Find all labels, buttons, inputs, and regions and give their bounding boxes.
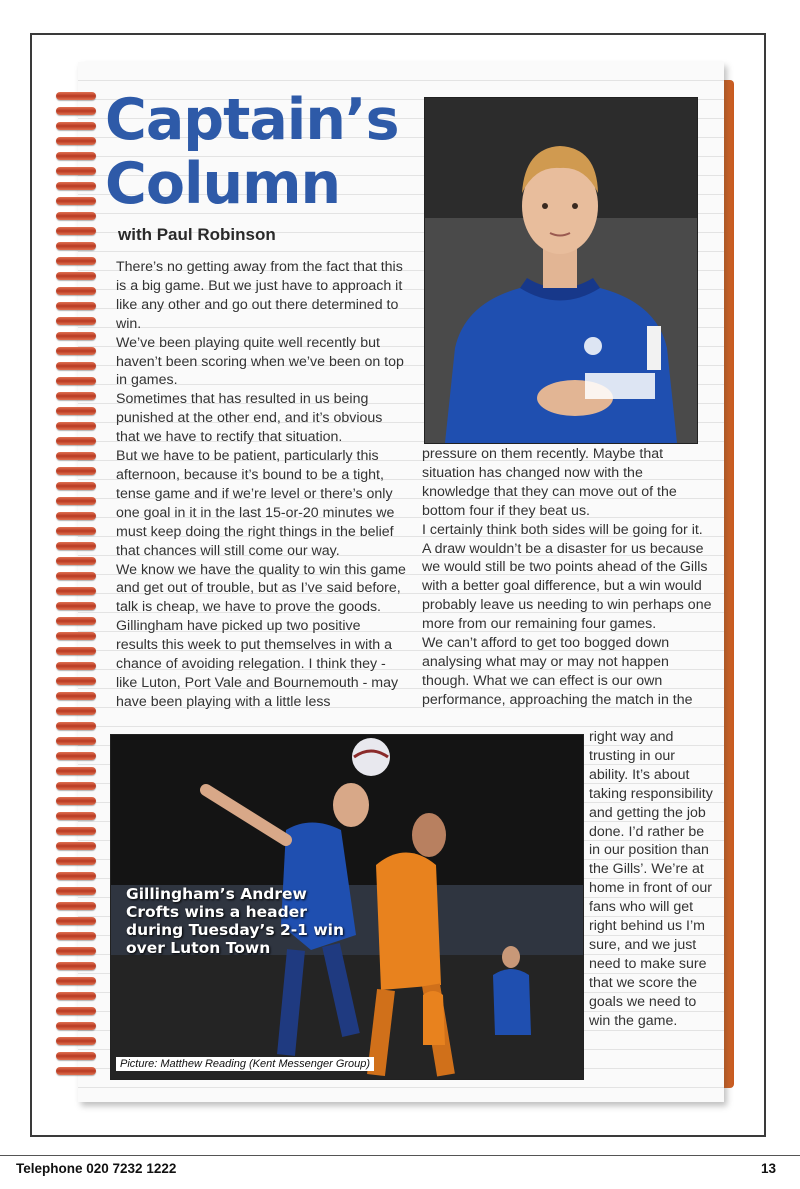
spiral-ring <box>56 812 96 820</box>
spiral-ring <box>56 932 96 940</box>
spiral-ring <box>56 1022 96 1030</box>
article-column-1 <box>116 258 406 712</box>
spiral-ring <box>56 992 96 1000</box>
spiral-ring <box>56 152 96 160</box>
spiral-ring <box>56 137 96 145</box>
spiral-ring <box>56 557 96 565</box>
paragraph: pressure on them recently. Maybe that situation has changed now with the knowledge that they can move out of the bottom four if they beat us. <box>422 446 677 519</box>
spiral-ring <box>56 512 96 520</box>
player-portrait-illustration <box>425 98 697 443</box>
spiral-ring <box>56 947 96 955</box>
spiral-ring <box>56 692 96 700</box>
spiral-ring <box>56 452 96 460</box>
spiral-ring <box>56 377 96 385</box>
spiral-ring <box>56 962 96 970</box>
spiral-ring <box>56 122 96 130</box>
spiral-ring <box>56 197 96 205</box>
spiral-ring <box>56 602 96 610</box>
article-column-3 <box>589 728 715 1031</box>
spiral-ring <box>56 407 96 415</box>
spiral-ring <box>56 887 96 895</box>
paragraph: We’ve been playing quite well recently but haven’t been scoring when we’ve been on top in games. <box>116 334 404 389</box>
spiral-ring <box>56 482 96 490</box>
photo-credit: Picture: Matthew Reading (Kent Messenger Group) <box>116 1057 374 1071</box>
byline: with Paul Robinson <box>118 225 276 244</box>
paragraph: right way and trusting in our ability. It’s about taking responsibility and getting the job done. I’d rather be in our position than the Gills’. We’re at home in front of our fans who will get right behind us I’m sure, and we just need to make sure that we score the goals we need to win the game. <box>589 729 713 1029</box>
spiral-ring <box>56 437 96 445</box>
paragraph: We can’t afford to get too bogged down analysing what may or may not happen though. What we can effect is our own performance, approaching the match in the <box>422 635 693 708</box>
spiral-ring <box>56 917 96 925</box>
spiral-ring <box>56 212 96 220</box>
spiral-ring <box>56 1067 96 1075</box>
spiral-ring <box>56 332 96 340</box>
spiral-ring <box>56 902 96 910</box>
spiral-ring <box>56 632 96 640</box>
article-column-2 <box>422 445 712 710</box>
spiral-ring <box>56 767 96 775</box>
spiral-binding <box>56 92 100 1082</box>
title-line-2: Column <box>105 151 341 217</box>
footer-telephone: Telephone 020 7232 1222 <box>16 1161 177 1176</box>
spiral-ring <box>56 257 96 265</box>
spiral-ring <box>56 677 96 685</box>
spiral-ring <box>56 467 96 475</box>
spiral-ring <box>56 587 96 595</box>
spiral-ring <box>56 347 96 355</box>
photo-caption: Gillingham’s Andrew Crofts wins a header during Tuesday’s 2-1 win over Luton Town <box>126 885 345 957</box>
footer-rule <box>0 1155 800 1156</box>
spiral-ring <box>56 647 96 655</box>
spiral-ring <box>56 272 96 280</box>
spiral-ring <box>56 707 96 715</box>
spiral-ring <box>56 737 96 745</box>
player-portrait-photo <box>424 97 698 444</box>
paragraph: We know we have the quality to win this game and get out of trouble, but as I’ve said before, talk is cheap, we have to prove the goods. <box>116 561 406 616</box>
spiral-ring <box>56 1052 96 1060</box>
page-number: 13 <box>760 1161 776 1176</box>
spiral-ring <box>56 1007 96 1015</box>
column-title <box>105 88 425 216</box>
spiral-ring <box>56 752 96 760</box>
spiral-ring <box>56 362 96 370</box>
paragraph: Sometimes that has resulted in us being punished at the other end, and it’s obvious that we have to rectify that situation. <box>116 391 383 446</box>
spiral-ring <box>56 497 96 505</box>
spiral-ring <box>56 662 96 670</box>
spiral-ring <box>56 527 96 535</box>
spiral-ring <box>56 617 96 625</box>
spiral-ring <box>56 977 96 985</box>
spiral-ring <box>56 302 96 310</box>
spiral-ring <box>56 1037 96 1045</box>
paragraph: Gillingham have picked up two positive results this week to put themselves in with a chance of avoiding relegation. I think they - like Luton, Port Vale and Bournemouth - may have been playing with a little less <box>116 618 399 710</box>
spiral-ring <box>56 572 96 580</box>
spiral-ring <box>56 722 96 730</box>
spiral-ring <box>56 287 96 295</box>
spiral-ring <box>56 842 96 850</box>
spiral-ring <box>56 392 96 400</box>
spiral-ring <box>56 227 96 235</box>
spiral-ring <box>56 107 96 115</box>
paragraph: I certainly think both sides will be going for it. A draw wouldn’t be a disaster for us because we would still be two points ahead of the Gills with a better goal difference, but a win would probably leave us needing to win perhaps one more from our remaining four games. <box>422 521 712 633</box>
spiral-ring <box>56 317 96 325</box>
spiral-ring <box>56 872 96 880</box>
spiral-ring <box>56 857 96 865</box>
spiral-ring <box>56 782 96 790</box>
title-line-1: Captain’s <box>105 87 399 153</box>
spiral-ring <box>56 797 96 805</box>
spiral-ring <box>56 827 96 835</box>
spiral-ring <box>56 422 96 430</box>
paragraph: There’s no getting away from the fact that this is a big game. But we just have to approach it like any other and go out there determined to win. <box>116 259 403 332</box>
spiral-ring <box>56 92 96 100</box>
spiral-ring <box>56 182 96 190</box>
spiral-ring <box>56 242 96 250</box>
paragraph: But we have to be patient, particularly this afternoon, because it’s bound to be a tight, tense game and if we’re level or there’s only one goal in it in the last 15-or-20 minutes we must keep doing the right things in the belief that chances will still come our way. <box>116 448 395 559</box>
spiral-ring <box>56 542 96 550</box>
spiral-ring <box>56 167 96 175</box>
